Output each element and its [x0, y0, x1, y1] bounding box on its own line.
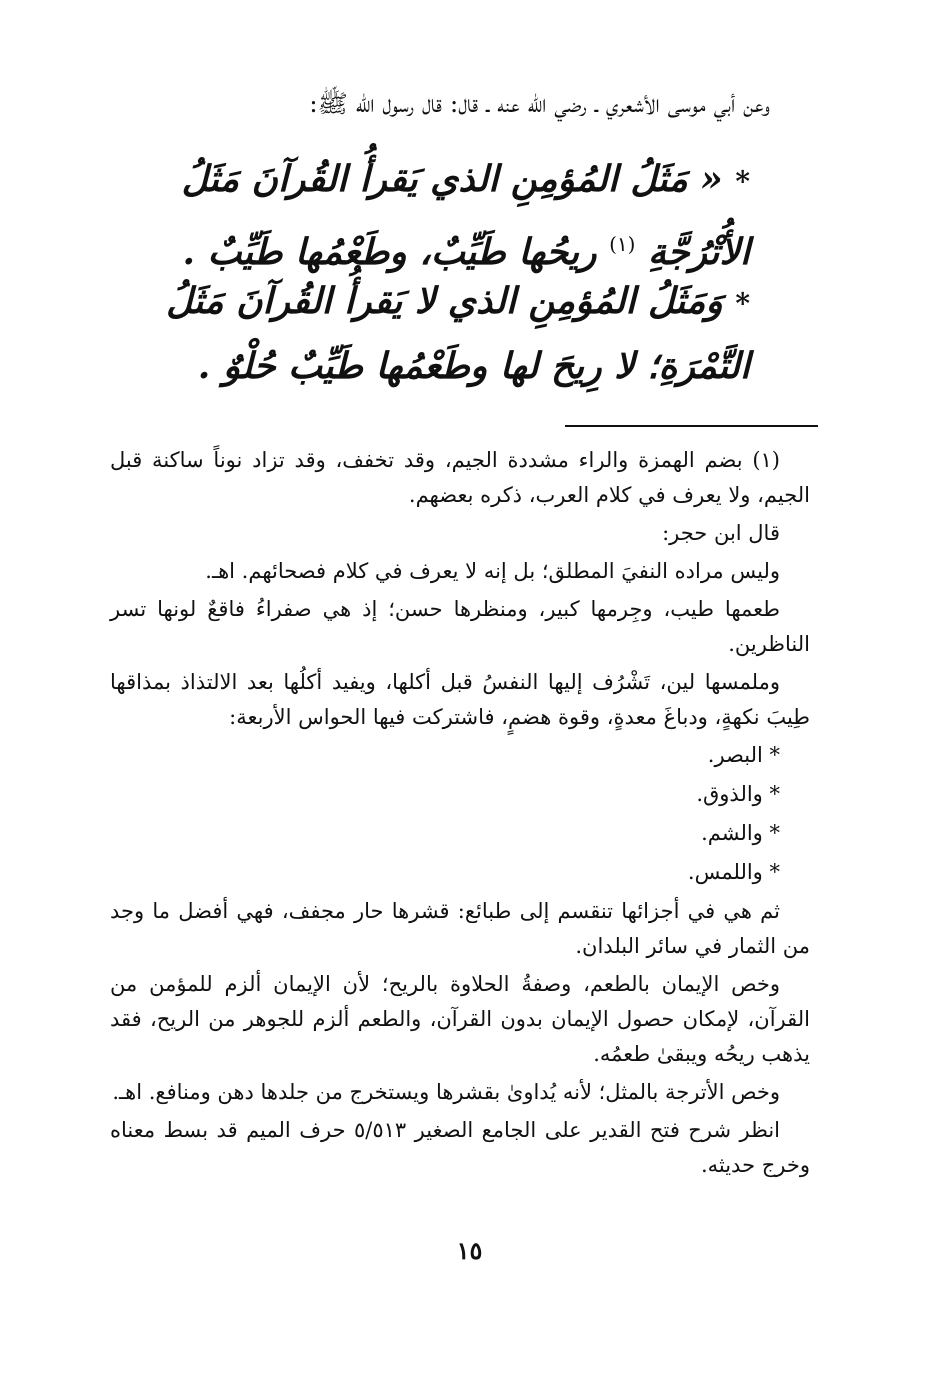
hadith-verse-1-end: ريحُها طَيِّبٌ، وطَعْمُها طَيِّبٌ .	[182, 231, 597, 273]
footnote-paragraph: انظر شرح فتح القدير على الجامع الصغير ٥/٥١٣ حرف الميم قد بسط معناه وخرج حديثه.	[110, 1118, 810, 1177]
page-number: ١٥	[456, 1236, 483, 1265]
footnote-paragraph: وليس مراده النفيَ المطلق؛ بل إنه لا يعرف في كلام فصحائهم. اهـ.	[205, 559, 780, 583]
footnote-paragraph: (١) بضم الهمزة والراء مشددة الجيم، وقد تخفف، وقد تزاد نوناً ساكنة قبل الجيم، ولا يعرف في كلام العرب، ذكره بعضهم.	[110, 448, 810, 507]
hadith-verse-1-text: « مَثَلُ المُؤمِنِ الذي يَقرأُ القُرآنَ مَثَلُ الأُتْرُجَّةِ	[181, 158, 750, 273]
star-marker: *	[735, 287, 750, 320]
footnote-paragraph: وخص الأترجة بالمثل؛ لأنه يُداوىٰ بقشرها ويستخرج من جلدها دهن ومنافع. اهـ.	[112, 1080, 780, 1104]
footnote-paragraph: ثم هي في أجزائها تنقسم إلى طبائع: قشرها حار مجفف، فهي أفضل ما وجد من الثمار في سائر البلدان.	[110, 899, 810, 958]
footnote-paragraph: وملمسها لين، تَشْرُف إليها النفسُ قبل أكلها، ويفيد أكلُها بعد الالتذاذ بمذاقها طِيبَ نكهةٍ، ودباغَ معدةٍ، وقوة هضمٍ، فاشتركت فيها الحواس الأربعة:	[110, 670, 810, 729]
footnote-paragraph: طعمها طيب، وجِرمها كبير، ومنظرها حسن؛ إذ هي صفراءُ فاقعٌ لونها تسر الناظرين.	[110, 597, 810, 656]
hadith-verse-2	[130, 270, 750, 397]
footnote-paragraph: قال ابن حجر:	[662, 521, 780, 545]
footnote-ref[interactable]: (١)	[609, 232, 636, 256]
bullet-item: * والذوق.	[696, 782, 780, 806]
bullet-item: * واللمس.	[687, 860, 780, 884]
footnote-paragraph: وخص الإيمان بالطعم، وصفةُ الحلاوة بالريح؛ لأن الإيمان ألزم للمؤمن من القرآن، لإمكان حصول الإيمان بدون القرآن، والطعم ألزم للجوهر من الريح، فقد يذهب ريحُه ويبقىٰ طعمُه.	[110, 972, 810, 1066]
hadith-verse-2-text: وَمَثَلُ المُؤمِنِ الذي لا يَقرأُ القُرآنَ مَثَلُ التَّمْرَةِ؛ لا رِيحَ لها وطَعْمُها طَيِّبٌ حُلْوٌ .	[166, 280, 750, 387]
bullet-item: * والشم.	[701, 821, 780, 845]
star-marker: *	[735, 165, 750, 198]
bullet-item: * البصر.	[707, 743, 780, 767]
footnote-separator	[565, 425, 818, 427]
footnotes	[110, 443, 810, 1186]
hadith-verse-1	[130, 148, 750, 283]
intro-line: وعن أبي موسى الأشعري ـ رضي الله عنه ـ قال: قال رسول الله ﷺ:	[309, 89, 770, 118]
